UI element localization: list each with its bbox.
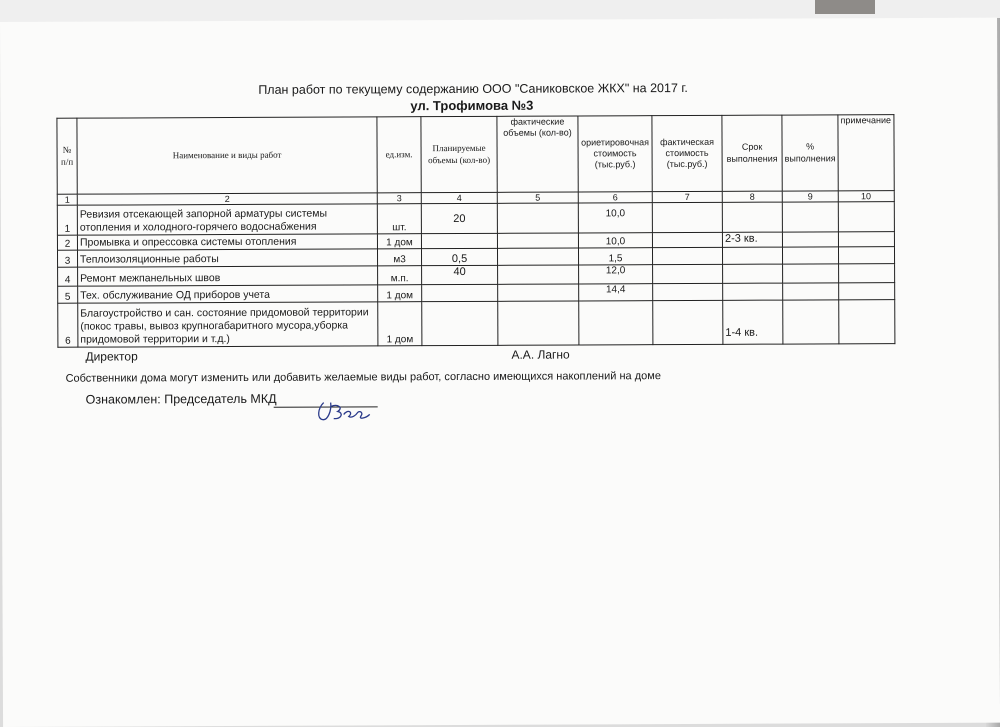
row-number: 5	[58, 286, 78, 303]
planned-volume: 0,5	[421, 248, 497, 265]
note	[838, 232, 894, 247]
header-cell: Наименование и виды работ	[77, 117, 377, 194]
column-number: 9	[782, 191, 838, 202]
note	[839, 300, 895, 344]
director-label: Директор	[85, 349, 138, 364]
unit: 1 дом	[377, 234, 421, 249]
term: 2-3 кв.	[722, 232, 782, 247]
actual-cost	[652, 247, 722, 264]
work-name: Ревизия отсекающей запорной арматуры системы отопления и холодного-горячего водоснабжения	[77, 204, 377, 235]
estimated-cost: 12,0	[579, 265, 653, 284]
works-table	[56, 114, 895, 348]
scan-artifact	[815, 0, 875, 14]
actual-cost	[653, 264, 723, 283]
planned-volume: 20	[421, 203, 497, 233]
note	[838, 202, 894, 232]
document-page	[0, 18, 1000, 727]
planned-volume	[422, 284, 498, 301]
percent	[783, 283, 839, 300]
column-number: 4	[421, 192, 497, 203]
row-number: 3	[57, 250, 77, 267]
row-number: 4	[58, 267, 78, 286]
table-row	[58, 300, 895, 348]
unit: м3	[377, 249, 421, 266]
document-address: ул. Трофимова №3	[410, 97, 534, 114]
unit: м.п.	[378, 266, 422, 285]
percent	[783, 264, 839, 283]
column-number: 2	[77, 193, 377, 205]
planned-volume	[421, 233, 497, 248]
header-cell: № п/п	[57, 118, 77, 194]
work-name: Тех. обслуживание ОД приборов учета	[78, 285, 378, 303]
document-title: План работ по текущему содержанию ООО "Саниковское ЖКХ" на 2017 г.	[258, 80, 688, 97]
actual-cost	[653, 300, 723, 344]
header-cell: ориетировочная стоимость (тыс.руб.)	[578, 116, 652, 192]
estimated-cost	[579, 301, 653, 345]
note	[839, 247, 895, 264]
percent	[782, 247, 838, 264]
header-cell: ед.изм.	[377, 117, 421, 193]
row-number: 2	[57, 235, 77, 250]
note	[839, 264, 895, 283]
column-number: 5	[497, 192, 578, 203]
work-name: Промывка и опрессовка системы отопления	[77, 234, 377, 250]
term	[723, 283, 783, 300]
header-cell: фактическая стоимость (тыс.руб.)	[652, 115, 722, 191]
table-row	[57, 202, 894, 236]
work-name: Теплоизоляционные работы	[77, 249, 377, 267]
column-number: 6	[578, 192, 652, 203]
actual-volume	[498, 284, 579, 301]
term	[722, 202, 782, 232]
header-cell: фактические объемы (кол-во)	[497, 116, 578, 192]
acquainted-label: Ознакомлен: Председатель МКД	[85, 391, 277, 407]
actual-cost	[652, 202, 722, 232]
term	[722, 247, 782, 264]
column-number: 10	[838, 191, 894, 202]
signature	[314, 398, 374, 424]
unit: 1 дом	[378, 302, 422, 346]
column-number: 8	[722, 191, 782, 202]
term: 1-4 кв.	[723, 300, 783, 344]
actual-volume	[498, 301, 579, 345]
unit: шт.	[377, 204, 421, 234]
director-name: А.А. Лагно	[511, 347, 570, 362]
term	[723, 264, 783, 283]
actual-volume	[498, 265, 579, 284]
column-number: 3	[377, 193, 421, 204]
actual-volume	[497, 233, 578, 248]
row-number: 6	[58, 303, 78, 347]
work-name: Ремонт межпанельных швов	[78, 266, 378, 286]
note	[839, 283, 895, 300]
header-cell: Планируемые объемы (кол-во)	[421, 116, 497, 192]
percent	[782, 202, 838, 232]
estimated-cost: 10,0	[578, 203, 652, 233]
row-number: 1	[57, 205, 77, 235]
actual-cost	[653, 283, 723, 300]
owners-note: Собственники дома могут изменить или добавить желаемые виды работ, согласно имеющихся накоплений на доме	[65, 370, 661, 385]
planned-volume: 40	[422, 265, 498, 284]
table-header-row	[57, 115, 894, 195]
work-name: Благоустройство и сан. состояние придомовой территории (покос травы, вывоз крупногабаритного мусора,уборка придомовой территории и т.д.)	[78, 302, 378, 347]
header-cell: % выполнения	[782, 115, 838, 191]
estimated-cost: 14,4	[579, 284, 653, 301]
planned-volume	[422, 301, 498, 345]
header-cell: примечание	[838, 115, 894, 191]
percent	[783, 300, 839, 344]
actual-volume	[497, 203, 578, 233]
column-number: 7	[652, 191, 722, 202]
actual-cost	[652, 232, 722, 247]
column-number: 1	[57, 194, 77, 205]
header-cell: Срок выполнения	[722, 115, 782, 191]
actual-volume	[497, 248, 578, 265]
estimated-cost: 1,5	[578, 248, 652, 265]
unit: 1 дом	[378, 285, 422, 302]
percent	[782, 232, 838, 247]
estimated-cost: 10,0	[578, 233, 652, 248]
